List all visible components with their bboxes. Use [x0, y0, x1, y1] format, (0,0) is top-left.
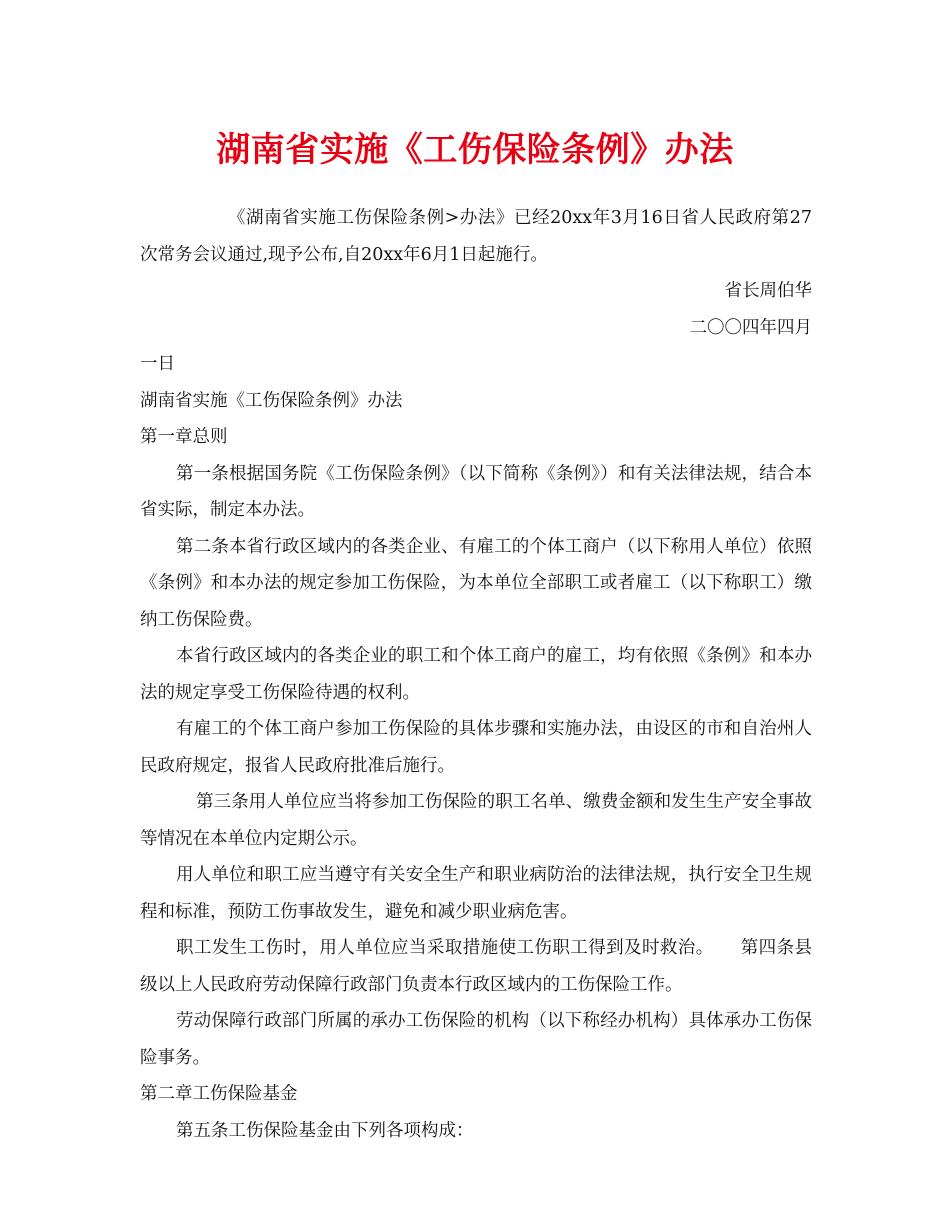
document-body — [140, 200, 812, 1149]
article-3-paragraph-3: 职工发生工伤时，用人单位应当采取措施使工伤职工得到及时救治。 第四条县级以上人民政府劳动保障行政部门负责本行政区域内的工伤保险工作。 — [140, 938, 812, 995]
chapter-heading-2: 第二章工伤保险基金 — [140, 1084, 298, 1104]
document-title: 湖南省实施《工伤保险条例》办法 — [216, 130, 734, 170]
document-subtitle: 湖南省实施《工伤保险条例》办法 — [140, 390, 403, 411]
signer-line: 省长周伯华 — [724, 281, 812, 301]
date-line: 二〇〇四年四月 — [689, 317, 812, 338]
article-3-paragraph-2: 用人单位和职工应当遵守有关安全生产和职业病防治的法律法规，执行安全卫生规程和标准，预防工伤事故发生，避免和减少职业病危害。 — [140, 865, 812, 922]
article-1: 第一条根据国务院《工伤保险条例》（以下简称《条例》）和有关法律法规，结合本省实际，制定本办法。 — [140, 463, 812, 520]
article-3: 第三条用人单位应当将参加工伤保险的职工名单、缴费金额和发生生产安全事故等情况在本单位内定期公示。 — [140, 792, 812, 849]
chapter-heading-1: 第一章总则 — [140, 427, 228, 447]
date-line-continued: 一日 — [140, 354, 175, 374]
article-2: 第二条本省行政区域内的各类企业、有雇工的个体工商户（以下称用人单位）依照《条例》和本办法的规定参加工伤保险，为本单位全部职工或者雇工（以下称职工）缴纳工伤保险费。 — [140, 536, 812, 630]
article-4-paragraph-2: 劳动保障行政部门所属的承办工伤保险的机构（以下称经办机构）具体承办工伤保险事务。 — [140, 1011, 812, 1068]
article-2-paragraph-3: 有雇工的个体工商户参加工伤保险的具体步骤和实施办法，由设区的市和自治州人民政府规定，报省人民政府批准后施行。 — [140, 719, 812, 776]
article-2-paragraph-2: 本省行政区域内的各类企业的职工和个体工商户的雇工，均有依照《条例》和本办法的规定享受工伤保险待遇的权利。 — [140, 646, 812, 703]
article-5: 第五条工伤保险基金由下列各项构成： — [176, 1120, 474, 1141]
intro-paragraph: 《湖南省实施工伤保险条例>办法》已经20xx年3月16日省人民政府第27次常务会议通过,现予公布,自20xx年6月1日起施行。 — [140, 208, 812, 265]
